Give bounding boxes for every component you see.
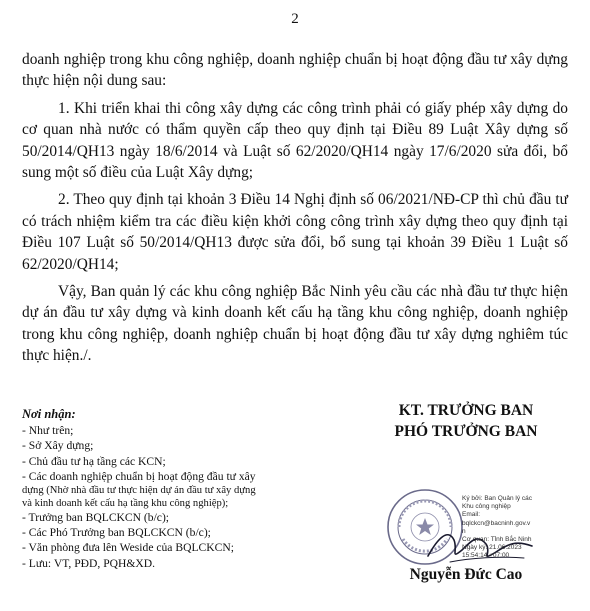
recipient-item: - Văn phòng đưa lên Weside của BQLCKCN; <box>22 541 234 555</box>
recipient-item: - Như trên; <box>22 424 74 438</box>
digital-signature-line: n <box>462 527 466 535</box>
page-number: 2 <box>291 11 299 27</box>
recipient-item-note: dựng (Nhờ nhà đầu tư thực hiện dự án đầu tư xây dựng <box>22 485 256 497</box>
digital-signature-line: bqlckcn@bacninh.gov.v <box>462 519 531 527</box>
digital-signature-line: Khu công nghiệp <box>462 503 511 511</box>
paragraph-item-2: 2. Theo quy định tại khoản 3 Điều 14 Nghị định số 06/2021/NĐ-CP thì chủ đầu tư có trách nhiệm kiểm tra các điều kiện khởi công công trình xây dựng theo quy định tại Điều 107 Luật số 50/2014/QH13 được sửa đổi, bổ sung tại khoản 39 Điều 1 Luật số 62/2020/QH14; <box>22 191 568 273</box>
body-text <box>22 49 568 373</box>
digital-signature-line: Ngày ký: 21.06.2023 <box>462 544 522 552</box>
digital-signature-line: Email: <box>462 511 481 519</box>
digital-signature-line: 15:54:14 +07:00 <box>462 552 510 560</box>
signer-name: Nguyễn Đức Cao <box>409 566 523 583</box>
recipient-item: - Sở Xây dựng; <box>22 439 94 453</box>
paragraph-item-1: 1. Khi triển khai thi công xây dựng các công trình phải có giấy phép xây dựng do cơ quan nhà nước có thẩm quyền cấp theo quy định tại Điều 89 Luật Xây dựng số 50/2014/QH13 ngày 18/6/2014 và Luật số 62/2020/QH14 ngày 17/6/2020 sửa đổi, bổ sung một số điều của Luật Xây dựng; <box>22 99 568 182</box>
recipient-item: - Các doanh nghiệp chuẩn bị hoạt động đầu tư xây <box>22 469 256 483</box>
digital-signature-line: Cơ quan: Tỉnh Bắc Ninh <box>462 536 532 544</box>
recipient-item: - Lưu: VT, PĐD, PQH&XD. <box>22 556 156 570</box>
signer-block <box>360 400 572 442</box>
paragraph-conclusion: Vậy, Ban quản lý các khu công nghiệp Bắc Ninh yêu cầu các nhà đầu tư thực hiện dự án đầu tư xây dựng và kinh doanh kết cấu hạ tầng khu công nghiệp, doanh nghiệp trong khu công nghiệp, doanh nghiệp chuẩn bị hoạt động đầu tư xây dựng nghiêm túc thực hiện./. <box>22 283 568 365</box>
recipient-item: - Các Phó Trưởng ban BQLCKCN (b/c); <box>22 526 211 540</box>
recipient-item: - Trưởng ban BQLCKCN (b/c); <box>22 511 170 525</box>
signer-title-line2: PHÓ TRƯỞNG BAN <box>394 423 538 440</box>
recipients-block <box>22 407 322 571</box>
signer-title-line1: KT. TRƯỞNG BAN <box>398 402 534 419</box>
digital-signature-line: Ký bởi: Ban Quản lý các <box>462 495 533 502</box>
recipients-heading: Nơi nhận: <box>22 407 76 421</box>
recipient-item-note: và kinh doanh kết cấu hạ tầng khu công nghiệp); <box>22 498 229 510</box>
digital-signature-info <box>462 495 572 561</box>
paragraph-intro: doanh nghiệp trong khu công nghiệp, doanh nghiệp chuẩn bị hoạt động đầu tư xây dựng thực hiện nội dung sau: <box>22 51 568 90</box>
recipient-item: - Chủ đầu tư hạ tầng các KCN; <box>22 454 166 468</box>
